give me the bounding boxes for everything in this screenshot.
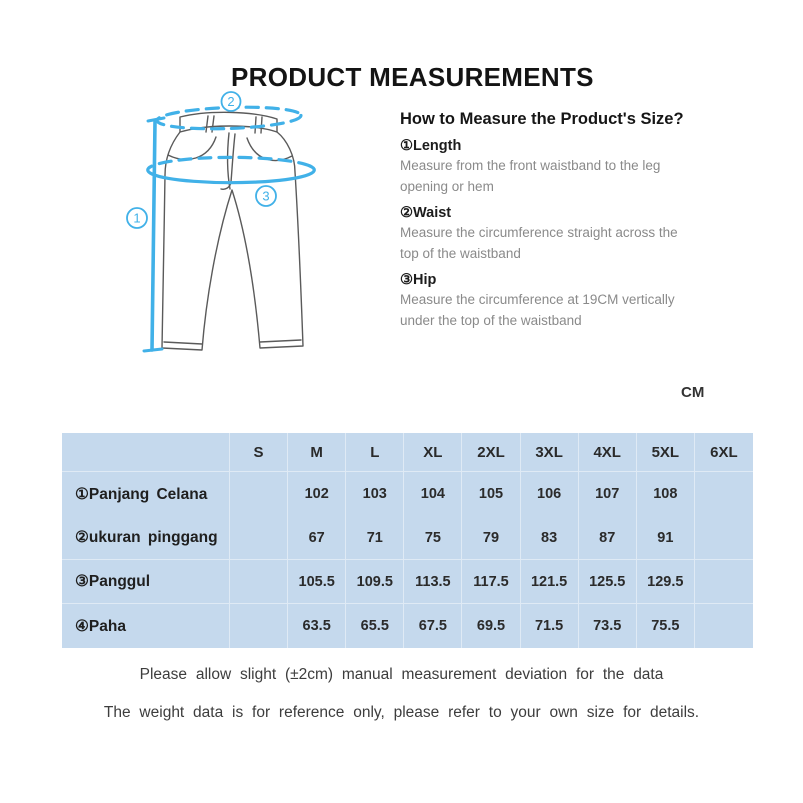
cell-panjang-3xl: 106 — [521, 472, 579, 516]
row-label-paha: ④Paha — [62, 604, 230, 648]
cell-paha-5xl: 75.5 — [637, 604, 695, 648]
svg-text:2: 2 — [227, 94, 235, 109]
cell-panggul-xl: 113.5 — [404, 560, 462, 604]
size-table-header-m: M — [288, 433, 346, 472]
cell-paha-2xl: 69.5 — [462, 604, 520, 648]
size-table-header-xl: XL — [404, 433, 462, 472]
cell-panggul-4xl: 125.5 — [579, 560, 637, 604]
cell-panjang-s — [230, 472, 288, 516]
cell-pinggang-2xl: 79 — [462, 516, 520, 560]
cell-paha-xl: 67.5 — [404, 604, 462, 648]
row-label-panjang-celana: ①Panjang Celana — [62, 472, 230, 516]
cell-pinggang-5xl: 91 — [637, 516, 695, 560]
measure-item-hip — [400, 272, 700, 332]
cell-panggul-m: 105.5 — [288, 560, 346, 604]
size-table-header-6xl: 6XL — [695, 433, 753, 472]
row-label-panggul: ③Panggul — [62, 560, 230, 604]
measure-item-hip-desc: Measure the circumference at 19CM vertically under the top of the waistband — [400, 291, 675, 328]
hip-measure-line-solid — [152, 166, 314, 183]
measure-item-waist-label: ②Waist — [400, 204, 452, 221]
cell-pinggang-xl: 75 — [404, 516, 462, 560]
cell-panjang-xl: 104 — [404, 472, 462, 516]
callout-3 — [256, 186, 276, 206]
unit-label-cm: CM — [681, 384, 705, 401]
cell-panjang-l: 103 — [346, 472, 404, 516]
cell-panjang-6xl — [695, 472, 753, 516]
how-to-measure-section — [400, 110, 700, 332]
measure-item-length-desc: Measure from the front waistband to the leg opening or hem — [400, 158, 661, 194]
cell-panjang-4xl: 107 — [579, 472, 637, 516]
pants-diagram — [108, 90, 393, 355]
cell-paha-6xl — [695, 604, 753, 648]
cell-panjang-5xl: 108 — [637, 472, 695, 516]
callout-1 — [127, 208, 147, 228]
measure-item-waist — [400, 205, 700, 265]
measure-item-length — [400, 138, 700, 198]
cell-panggul-5xl: 129.5 — [637, 560, 695, 604]
cell-pinggang-s — [230, 516, 288, 560]
size-table — [62, 433, 753, 648]
size-table-header-empty — [62, 433, 230, 472]
pants-outline — [162, 112, 303, 350]
row-label-ukuran-pinggang: ②ukuran pinggang — [62, 516, 230, 560]
cell-paha-m: 63.5 — [288, 604, 346, 648]
measurement-lines — [144, 105, 314, 351]
reference-note: The weight data is for reference only, please refer to your own size for details. — [103, 704, 700, 721]
size-table-header-4xl: 4XL — [579, 433, 637, 472]
size-table-header-5xl: 5XL — [637, 433, 695, 472]
svg-text:3: 3 — [262, 188, 270, 204]
cell-pinggang-3xl: 83 — [521, 516, 579, 560]
cell-paha-3xl: 71.5 — [521, 604, 579, 648]
measure-item-waist-desc: Measure the circumference straight across the top of the waistband — [400, 224, 678, 261]
length-measure-line — [152, 122, 155, 350]
hip-measure-line-dashed — [148, 157, 310, 174]
cell-panggul-3xl: 121.5 — [521, 560, 579, 604]
measure-item-length-label: ①Length — [400, 138, 462, 154]
cell-panggul-2xl: 117.5 — [462, 560, 520, 604]
size-table-header-3xl: 3XL — [521, 433, 579, 472]
callout-2 — [222, 92, 241, 111]
size-table-header-s: S — [230, 433, 288, 472]
cell-panjang-2xl: 105 — [462, 472, 520, 516]
cell-paha-l: 65.5 — [346, 604, 404, 648]
svg-text:1: 1 — [133, 210, 141, 226]
cell-panjang-m: 102 — [288, 472, 346, 516]
cell-pinggang-4xl: 87 — [579, 516, 637, 560]
cell-pinggang-m: 67 — [288, 516, 346, 560]
cell-panggul-l: 109.5 — [346, 560, 404, 604]
size-table-header-2xl: 2XL — [462, 433, 520, 472]
deviation-note: Please allow slight (±2cm) manual measurement deviation for the data — [139, 666, 664, 683]
cell-panggul-s — [230, 560, 288, 604]
cell-pinggang-l: 71 — [346, 516, 404, 560]
how-to-measure-heading: How to Measure the Product's Size? — [400, 110, 684, 128]
cell-paha-4xl: 73.5 — [579, 604, 637, 648]
page-title: PRODUCT MEASUREMENTS — [231, 62, 594, 92]
cell-panggul-6xl — [695, 560, 753, 604]
cell-paha-s — [230, 604, 288, 648]
pants-measurement-illustration — [108, 90, 393, 355]
measure-item-hip-label: ③Hip — [400, 271, 437, 288]
size-table-header-l: L — [346, 433, 404, 472]
cell-pinggang-6xl — [695, 516, 753, 560]
